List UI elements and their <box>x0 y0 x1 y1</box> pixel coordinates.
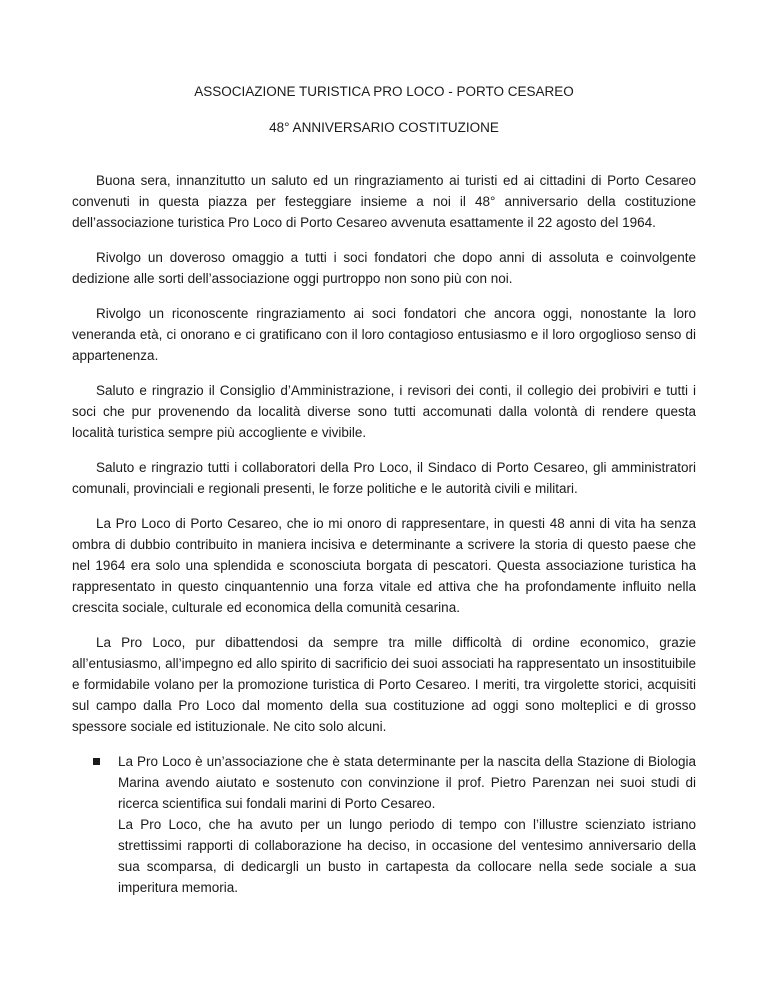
paragraph-greeting: Buona sera, innanzitutto un saluto ed un ringraziamento ai turisti ed ai cittadini di Porto Cesareo convenuti in questa piazza per festeggiare insieme a noi il 48° anniversario della costituzione dell’associazione turistica Pro Loco di Porto Cesareo avvenuta esattamente il 22 agosto del 1964. <box>72 173 696 230</box>
paragraph-thanks-council: Saluto e ringrazio il Consiglio d’Amministrazione, i revisori dei conti, il collegio dei probiviri e tutti i soci che pur provenendo da località diverse sono tutti accomunati dalla volontà di rendere questa località turistica sempre più accogliente e vivibile. <box>72 383 696 440</box>
paragraph-history: La Pro Loco di Porto Cesareo, che io mi onoro di rappresentare, in questi 48 anni di vita ha senza ombra di dubbio contribuito in maniera incisiva e determinante a scrivere la storia di questo paese che nel 1964 era solo una splendida e sconosciuta borgata di pescatori. Questa associazione turistica ha rappresentato in questo cinquantennio una forza vitale ed attiva che ha profondamente influito nella crescita sociale, culturale ed economica della comunità cesarina. <box>72 516 696 615</box>
paragraph-tribute-founders: Rivolgo un doveroso omaggio a tutti i soci fondatori che dopo anni di assoluta e coinvolgente dedizione alle sorti dell’associazione oggi purtroppo non sono più con noi. <box>72 250 696 286</box>
list-item <box>118 751 696 898</box>
list-item-continuation: La Pro Loco, che ha avuto per un lungo periodo di tempo con l’illustre scienziato istriano strettissimi rapporti di collaborazione ha deciso, in occasione del ventesimo anniversario della sua scomparsa, di dedicargli un busto in cartapesta da collocare nella sede sociale a sua imperitura memoria. <box>118 817 696 895</box>
paragraph-thanks-collaborators: Saluto e ringrazio tutti i collaboratori della Pro Loco, il Sindaco di Porto Cesareo, gli amministratori comunali, provinciali e regionali presenti, le forze politiche e le autorità civili e militari. <box>72 460 696 496</box>
square-bullet-icon <box>93 758 100 765</box>
list-item-text: La Pro Loco è un’associazione che è stata determinante per la nascita della Stazione di Biologia Marina avendo aiutato e sostenuto con convinzione il prof. Pietro Parenzan nei suoi studi di ricerca scientifica sui fondali marini di Porto Cesareo. <box>118 754 696 811</box>
document-subtitle: 48° ANNIVERSARIO COSTITUZIONE <box>269 120 499 135</box>
merits-list <box>72 751 696 898</box>
paragraph-merits: La Pro Loco, pur dibattendosi da sempre tra mille difficoltà di ordine economico, grazie all’entusiasmo, all’impegno ed allo spirito di sacrificio dei suoi associati ha rappresentato un insostituibile e formidabile volano per la promozione turistica di Porto Cesareo. I meriti, tra virgolette storici, acquisiti sul campo dalla Pro Loco dal momento della sua costituzione ad oggi sono molteplici e di grosso spessore sociale ed istituzionale. Ne cito solo alcuni. <box>72 635 696 734</box>
paragraph-thanks-founders: Rivolgo un riconoscente ringraziamento ai soci fondatori che ancora oggi, nonostante la loro veneranda età, ci onorano e ci gratificano con il loro contagioso entusiasmo e il loro orgoglioso senso di appartenenza. <box>72 306 696 363</box>
document-title: ASSOCIAZIONE TURISTICA PRO LOCO - PORTO CESAREO <box>194 84 574 99</box>
